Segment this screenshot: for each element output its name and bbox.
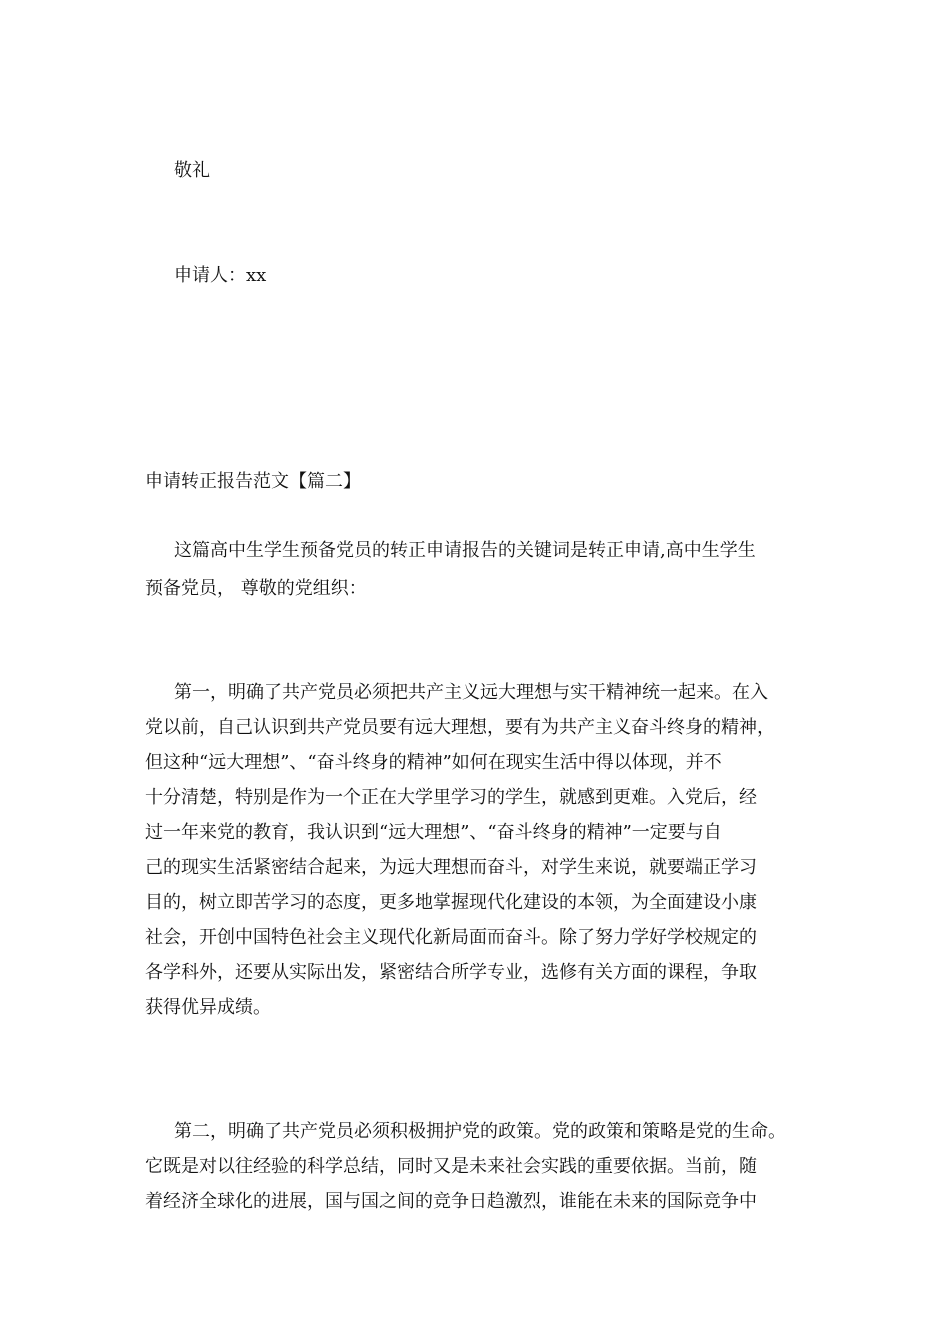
paragraph1-line: 各学科外，还要从实际出发，紧密结合所学专业，选修有关方面的课程，争取 [145, 962, 757, 983]
intro-line: 预备党员， 尊敬的党组织： [145, 578, 367, 599]
paragraph1-line: 党以前，自己认识到共产党员要有远大理想，要有为共产主义奋斗终身的精神， [145, 717, 775, 738]
paragraph1-line: 获得优异成绩。 [145, 997, 271, 1018]
paragraph1-line: 十分清楚，特别是作为一个正在大学里学习的学生，就感到更难。入党后，经 [145, 787, 757, 808]
paragraph2-line: 第二，明确了共产党员必须积极拥护党的政策。党的政策和策略是党的生命。 [174, 1121, 786, 1142]
paragraph1-line: 但这种“远大理想”、“奋斗终身的精神”如何在现实生活中得以体现，并不 [145, 752, 722, 773]
paragraph1-line: 第一，明确了共产党员必须把共产主义远大理想与实干精神统一起来。在入 [174, 682, 768, 703]
paragraph2-line: 着经济全球化的进展，国与国之间的竞争日趋激烈，谁能在未来的国际竞争中 [145, 1191, 757, 1212]
paragraph1-line: 过一年来党的教育，我认识到“远大理想”、“奋斗终身的精神”一定要与自 [145, 822, 722, 843]
closing-salutation: 敬礼 [174, 160, 210, 181]
paragraph1-line: 社会，开创中国特色社会主义现代化新局面而奋斗。除了努力学好学校规定的 [145, 927, 757, 948]
paragraph1-line: 己的现实生活紧密结合起来，为远大理想而奋斗，对学生来说，就要端正学习 [145, 857, 757, 878]
section-title: 申请转正报告范文【篇二】 [145, 471, 361, 492]
closing-applicant: 申请人：xx [174, 265, 267, 286]
paragraph2-line: 它既是对以往经验的科学总结，同时又是未来社会实践的重要依据。当前，随 [145, 1156, 757, 1177]
intro-line: 这篇高中生学生预备党员的转正申请报告的关键词是转正申请,高中生学生 [174, 540, 756, 561]
paragraph1-line: 目的，树立即苦学习的态度，更多地掌握现代化建设的本领，为全面建设小康 [145, 892, 757, 913]
